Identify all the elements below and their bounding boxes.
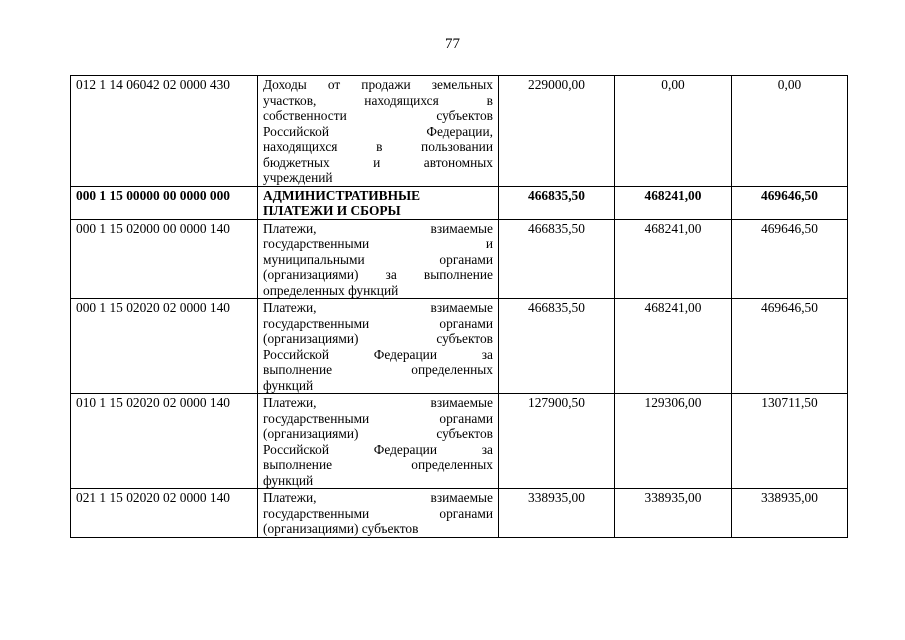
amount-year-1-cell: 229000,00 [499, 76, 615, 187]
revenue-name-line: Российской Федерации за [263, 441, 493, 457]
amount-year-2-cell: 468241,00 [615, 186, 732, 219]
budget-revenue-table [70, 75, 848, 538]
revenue-name-line: Платежи, взимаемые [263, 490, 493, 505]
revenue-name-cell [258, 489, 499, 538]
revenue-name-line: выполнение определенных [263, 362, 493, 377]
classification-code-cell: 000 1 15 02000 00 0000 140 [71, 219, 258, 299]
table-row [71, 299, 848, 394]
amount-year-3-cell: 469646,50 [732, 186, 848, 219]
table-row [71, 219, 848, 299]
revenue-name-line: (организациями) субъектов [263, 331, 493, 346]
revenue-name-line: выполнение определенных [263, 457, 493, 472]
table-row [71, 394, 848, 489]
classification-code-cell: 012 1 14 06042 02 0000 430 [71, 76, 258, 187]
amount-year-1-cell: 127900,50 [499, 394, 615, 489]
amount-year-2-cell: 468241,00 [615, 299, 732, 394]
revenue-name-line: учреждений [263, 170, 333, 185]
revenue-name-line: находящихся в пользовании [263, 139, 493, 154]
revenue-name-line: ПЛАТЕЖИ И СБОРЫ [263, 203, 401, 218]
revenue-name-cell [258, 299, 499, 394]
revenue-name-line: государственными органами [263, 505, 493, 521]
revenue-name-line: (организациями) субъектов [263, 521, 419, 536]
amount-year-3-cell: 130711,50 [732, 394, 848, 489]
amount-year-2-cell: 468241,00 [615, 219, 732, 299]
revenue-name-line: бюджетных и автономных [263, 154, 493, 170]
classification-code-cell: 010 1 15 02020 02 0000 140 [71, 394, 258, 489]
table-row [71, 186, 848, 219]
amount-year-3-cell: 0,00 [732, 76, 848, 187]
revenue-name-cell [258, 186, 499, 219]
amount-year-2-cell: 338935,00 [615, 489, 732, 538]
revenue-name-line: функций [263, 472, 314, 488]
revenue-name-line: Платежи, взимаемые [263, 395, 493, 410]
amount-year-3-cell: 469646,50 [732, 219, 848, 299]
amount-year-1-cell: 338935,00 [499, 489, 615, 538]
revenue-name-line: Платежи, взимаемые [263, 220, 493, 236]
revenue-name-line: (организациями) за выполнение [263, 267, 493, 282]
revenue-name-line: Доходы от продажи земельных [263, 77, 493, 92]
amount-year-3-cell: 469646,50 [732, 299, 848, 394]
revenue-name-line: государственными органами [263, 410, 493, 426]
amount-year-1-cell: 466835,50 [499, 219, 615, 299]
revenue-name-cell [258, 219, 499, 299]
classification-code-cell: 000 1 15 02020 02 0000 140 [71, 299, 258, 394]
revenue-name-line: государственными органами [263, 315, 493, 331]
revenue-name-line: Российской Федерации за [263, 346, 493, 362]
classification-code-cell: 021 1 15 02020 02 0000 140 [71, 489, 258, 538]
revenue-name-line: государственными и [263, 236, 493, 251]
table-row [71, 76, 848, 187]
table-body [71, 76, 848, 538]
amount-year-1-cell: 466835,50 [499, 299, 615, 394]
revenue-name-line: определенных функций [263, 282, 399, 298]
revenue-name-line: АДМИНИСТРАТИВНЫЕ [263, 187, 421, 203]
revenue-name-line: (организациями) субъектов [263, 426, 493, 441]
revenue-name-line: собственности субъектов [263, 108, 493, 123]
revenue-name-line: Российской Федерации, [263, 123, 493, 139]
amount-year-2-cell: 0,00 [615, 76, 732, 187]
amount-year-3-cell: 338935,00 [732, 489, 848, 538]
amount-year-2-cell: 129306,00 [615, 394, 732, 489]
revenue-name-line: участков, находящихся в [263, 92, 493, 108]
revenue-name-cell [258, 394, 499, 489]
revenue-name-line: функций [263, 377, 314, 393]
revenue-name-line: Платежи, взимаемые [263, 300, 493, 315]
amount-year-1-cell: 466835,50 [499, 186, 615, 219]
page-number: 77 [445, 36, 460, 52]
revenue-name-cell [258, 76, 499, 187]
table-row [71, 489, 848, 538]
revenue-name-line: муниципальными органами [263, 251, 493, 267]
classification-code-cell: 000 1 15 00000 00 0000 000 [71, 186, 258, 219]
